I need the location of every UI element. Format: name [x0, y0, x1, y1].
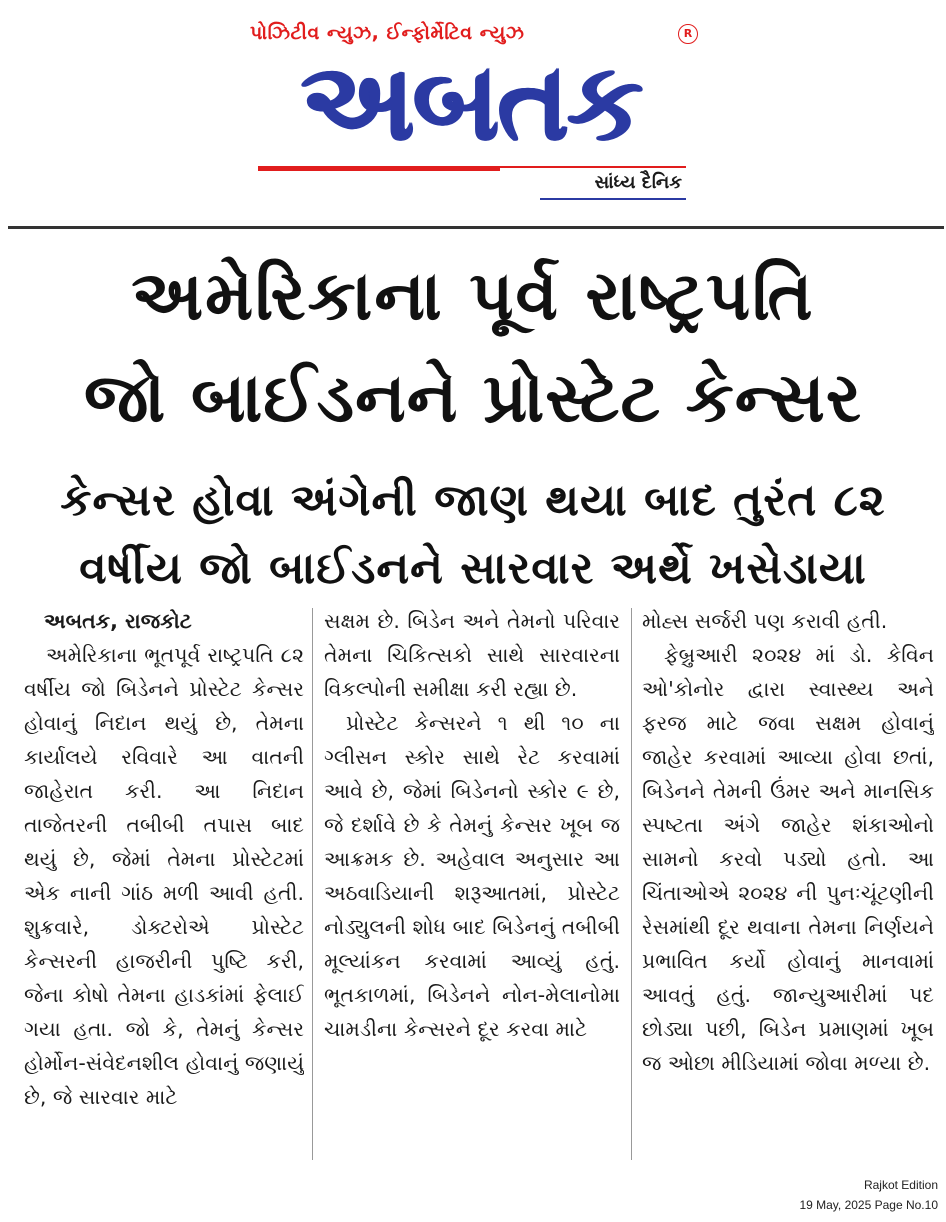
column-3-paragraph-1: મોહ્સ સર્જરી પણ કરાવી હતી.: [642, 609, 888, 633]
column-2-paragraph-2: પ્રોસ્ટેટ કેન્સરને ૧ થી ૧૦ ના ગ્લીસન સ્કોર સાથે રેટ કરવામાં આવે છે, જેમાં બિડેનનો સ્કોર ૯ છે, જે દર્શાવે છે કે તેમનું કેન્સર ખૂબ જ આક્રમક છે. અહેવાલ અનુસાર આ અઠવાડિયાની શરૂઆતમાં, પ્રોસ્ટેટ નોડ્યુલની શોધ બાદ બિડેનનું તબીબી મૂલ્યાંકન કરવામાં આવ્યું હતું. ભૂતકાળમાં, બિડેનને નોન-મેલાનોમા ચામડીના કેન્સરને દૂર કરવા માટે: [324, 711, 620, 1041]
date-page-label: 19 May, 2025 Page No.10: [799, 1198, 938, 1212]
article-column-2: [324, 604, 620, 1164]
masthead-subtitle: સાંધ્ય દૈનિક: [500, 168, 688, 198]
subheadline-line-1: કેન્સર હોવા અંગેની જાણ થયા બાદ તુરંત ૮૨: [60, 475, 886, 526]
article-column-1: [24, 604, 304, 1164]
column-1-paragraph-1: અમેરિકાના ભૂતપૂર્વ રાષ્ટ્રપતિ ૮૨ વર્ષીય જો બિડેનને પ્રોસ્ટેટ કેન્સર હોવાનું નિદાન થયું છે, તેમના કાર્યાલયે રવિવારે આ વાતની જાહેરાત કરી. આ નિદાન તાજેતરની તબીબી તપાસ બાદ થયું છે, જેમાં તેમના પ્રોસ્ટેટમાં એક નાની ગાંઠ મળી આવી હતી. શુક્રવારે, ડોક્ટરોએ પ્રોસ્ટેટ કેન્સરની હાજરીની પુષ્ટિ કરી, જેના કોષો તેમના હાડકાંમાં ફેલાઈ ગયા હતા. જો કે, તેમનું કેન્સર હોર્મોન-સંવેદનશીલ હોવાનું જણાયું છે, જે સારવાર માટે: [24, 643, 304, 1109]
dateline: અબતક, રાજકોટ: [44, 609, 192, 633]
headline-line-1: અમેરિકાના પૂર્વ રાષ્ટ્રપતિ: [131, 257, 815, 336]
edition-label: Rajkot Edition: [863, 1178, 938, 1192]
masthead-tagline: પોઝિટીવ ન્યુઝ, ઈન્ફોર્મેટિવ ન્યુઝ: [250, 22, 525, 44]
column-divider: [631, 608, 632, 1160]
column-2-paragraph-1: સક્ષમ છે. બિડેન અને તેમનો પરિવાર તેમના ચિકિત્સકો સાથે સારવારના વિકલ્પોની સમીક્ષા કરી રહ્યા છે.: [324, 609, 620, 701]
subheadline-line-2: વર્ષીય જો બાઈડનને સારવાર અર્થે ખસેડાયા: [79, 543, 867, 594]
newspaper-logo: અબતક: [300, 44, 642, 162]
subtitle-underline: [540, 198, 686, 200]
column-3-paragraph-2: ફેબ્રુઆરી ૨૦૨૪ માં ડો. કેવિન ઓ'કોનોર દ્વારા સ્વાસ્થ્ય અને ફરજ માટે જવા સક્ષમ હોવાનું જાહેર કરવામાં આવ્યા હોવા છતાં, બિડેનને તેમની ઉંમર અને માનસિક સ્પષ્ટતા અંગે જાહેર શંકાઓનો સામનો કરવો પડ્યો હતો. આ ચિંતાઓએ ૨૦૨૪ ની પુનઃચૂંટણીની રેસમાંથી દૂર થવાના તેમના નિર્ણયને પ્રભાવિત કર્યો હોવાનું માનવામાં આવતું હતું. જાન્યુઆરીમાં પદ છોડ્યા પછી, બિડેન પ્રમાણમાં ખૂબ જ ઓછા મીડિયામાં જોવા મળ્યા છે.: [642, 643, 934, 1075]
headline-line-2: જો બાઈડનને પ્રોસ્ટેટ કેન્સર: [83, 359, 863, 438]
masthead-divider: [8, 226, 944, 229]
masthead: [0, 0, 946, 224]
column-divider: [312, 608, 313, 1160]
registered-trademark-icon: R: [678, 24, 698, 44]
article-column-3: [642, 604, 934, 1164]
